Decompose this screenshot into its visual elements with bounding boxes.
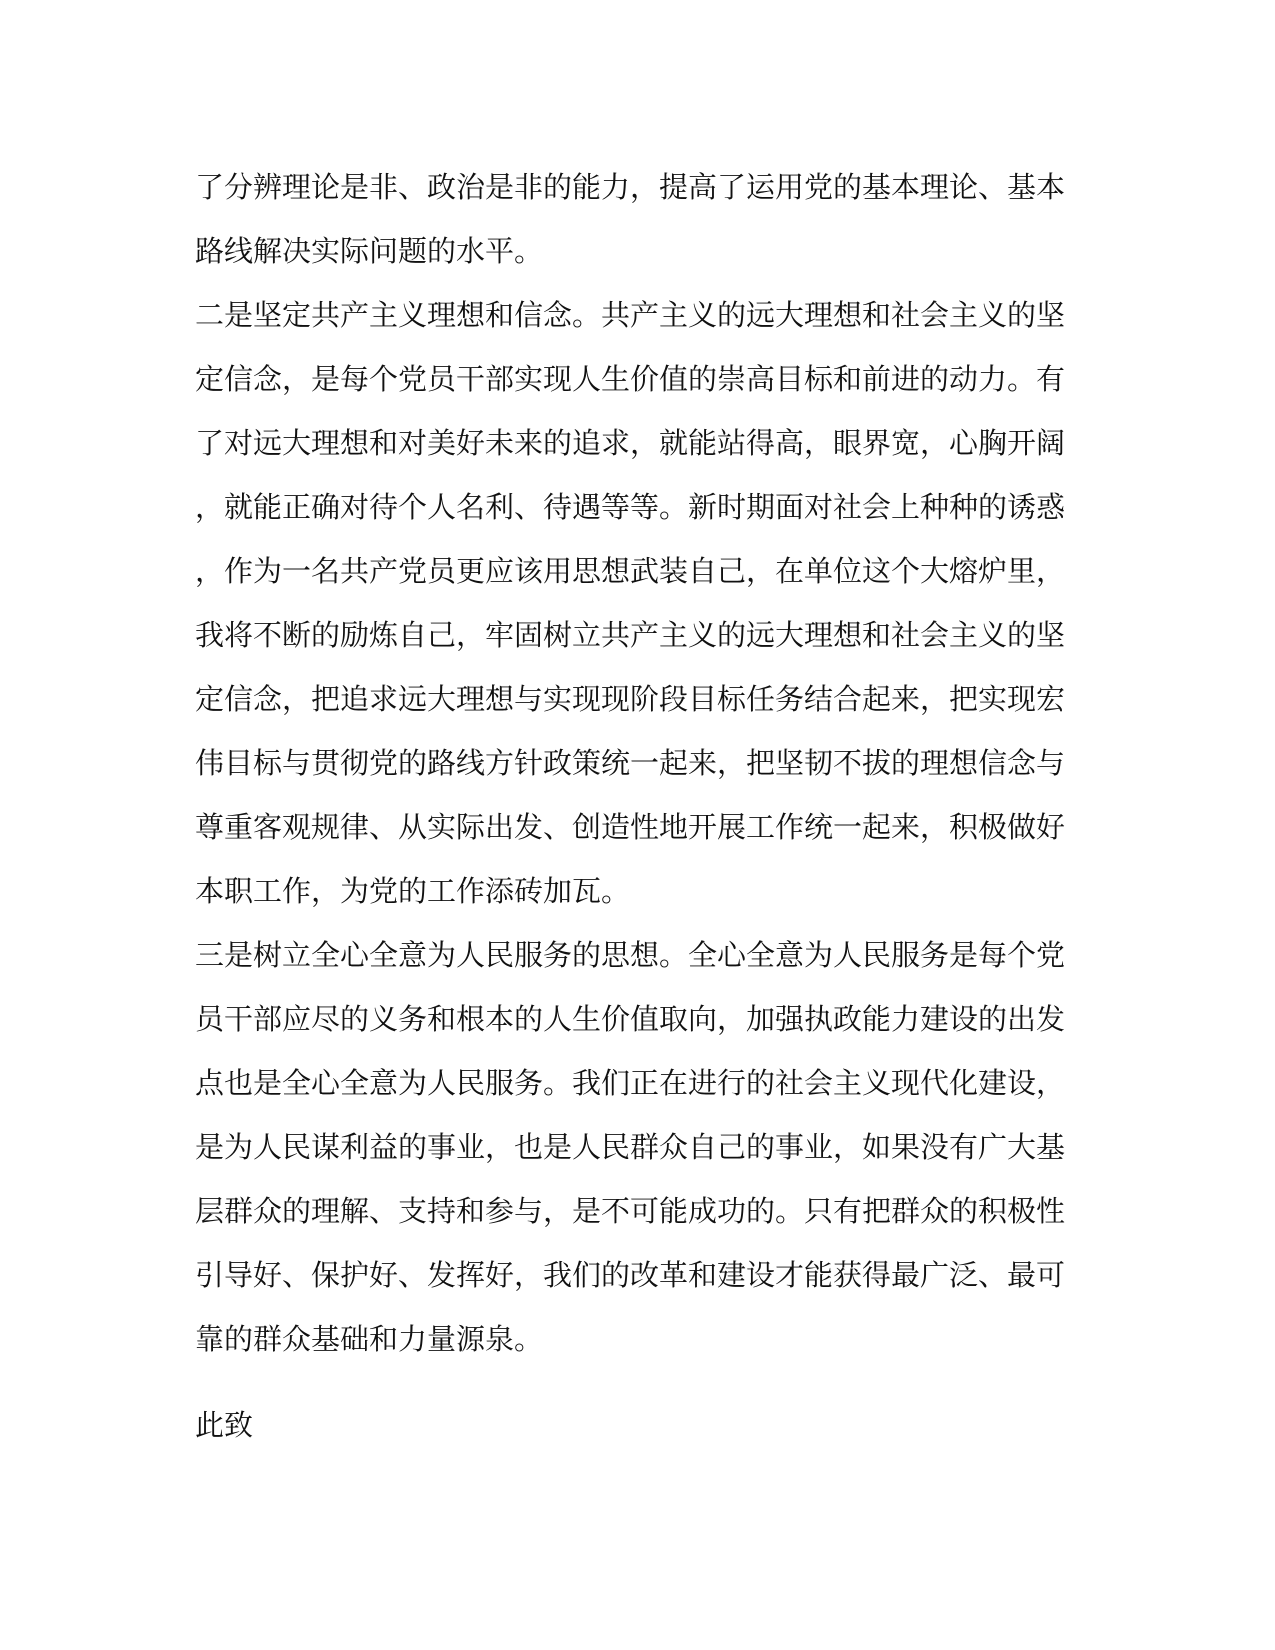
text-line: 伟目标与贯彻党的路线方针政策统一起来，把坚韧不拔的理想信念与 (195, 746, 1066, 780)
text-line: ，作为一名共产党员更应该用思想武装自己，在单位这个大熔炉里， (195, 554, 1066, 588)
text-line: 点也是全心全意为人民服务。我们正在进行的社会主义现代化建设， (195, 1066, 1066, 1100)
text-line: 我将不断的励炼自己，牢固树立共产主义的远大理想和社会主义的坚 (195, 618, 1066, 652)
text-line: 定信念，是每个党员干部实现人生价值的崇高目标和前进的动力。有 (195, 362, 1066, 396)
text-line: 了对远大理想和对美好未来的追求，就能站得高，眼界宽，心胸开阔 (195, 426, 1066, 460)
text-line: 员干部应尽的义务和根本的人生价值取向，加强执政能力建设的出发 (195, 1002, 1066, 1036)
text-line: 是为人民谋利益的事业，也是人民群众自己的事业，如果没有广大基 (195, 1130, 1066, 1164)
text-line: 尊重客观规律、从实际出发、创造性地开展工作统一起来，积极做好 (195, 810, 1066, 844)
text-line: 本职工作，为党的工作添砖加瓦。 (195, 874, 631, 908)
document-body (195, 155, 1075, 1457)
text-line: 定信念，把追求远大理想与实现现阶段目标任务结合起来，把实现宏 (195, 682, 1066, 716)
text-line: 层群众的理解、支持和参与，是不可能成功的。只有把群众的积极性 (195, 1194, 1066, 1228)
text-line: 三是树立全心全意为人民服务的思想。全心全意为人民服务是每个党 (195, 938, 1066, 972)
text-line: 了分辨理论是非、政治是非的能力，提高了运用党的基本理论、基本 (195, 170, 1066, 204)
text-line: ，就能正确对待个人名利、待遇等等。新时期面对社会上种种的诱惑 (195, 490, 1066, 524)
closing-salutation: 此致 (195, 1408, 254, 1442)
text-line: 路线解决实际问题的水平。 (195, 234, 544, 268)
text-line: 靠的群众基础和力量源泉。 (195, 1322, 544, 1356)
text-line: 引导好、保护好、发挥好，我们的改革和建设才能获得最广泛、最可 (195, 1258, 1066, 1292)
text-line: 二是坚定共产主义理想和信念。共产主义的远大理想和社会主义的坚 (195, 298, 1066, 332)
